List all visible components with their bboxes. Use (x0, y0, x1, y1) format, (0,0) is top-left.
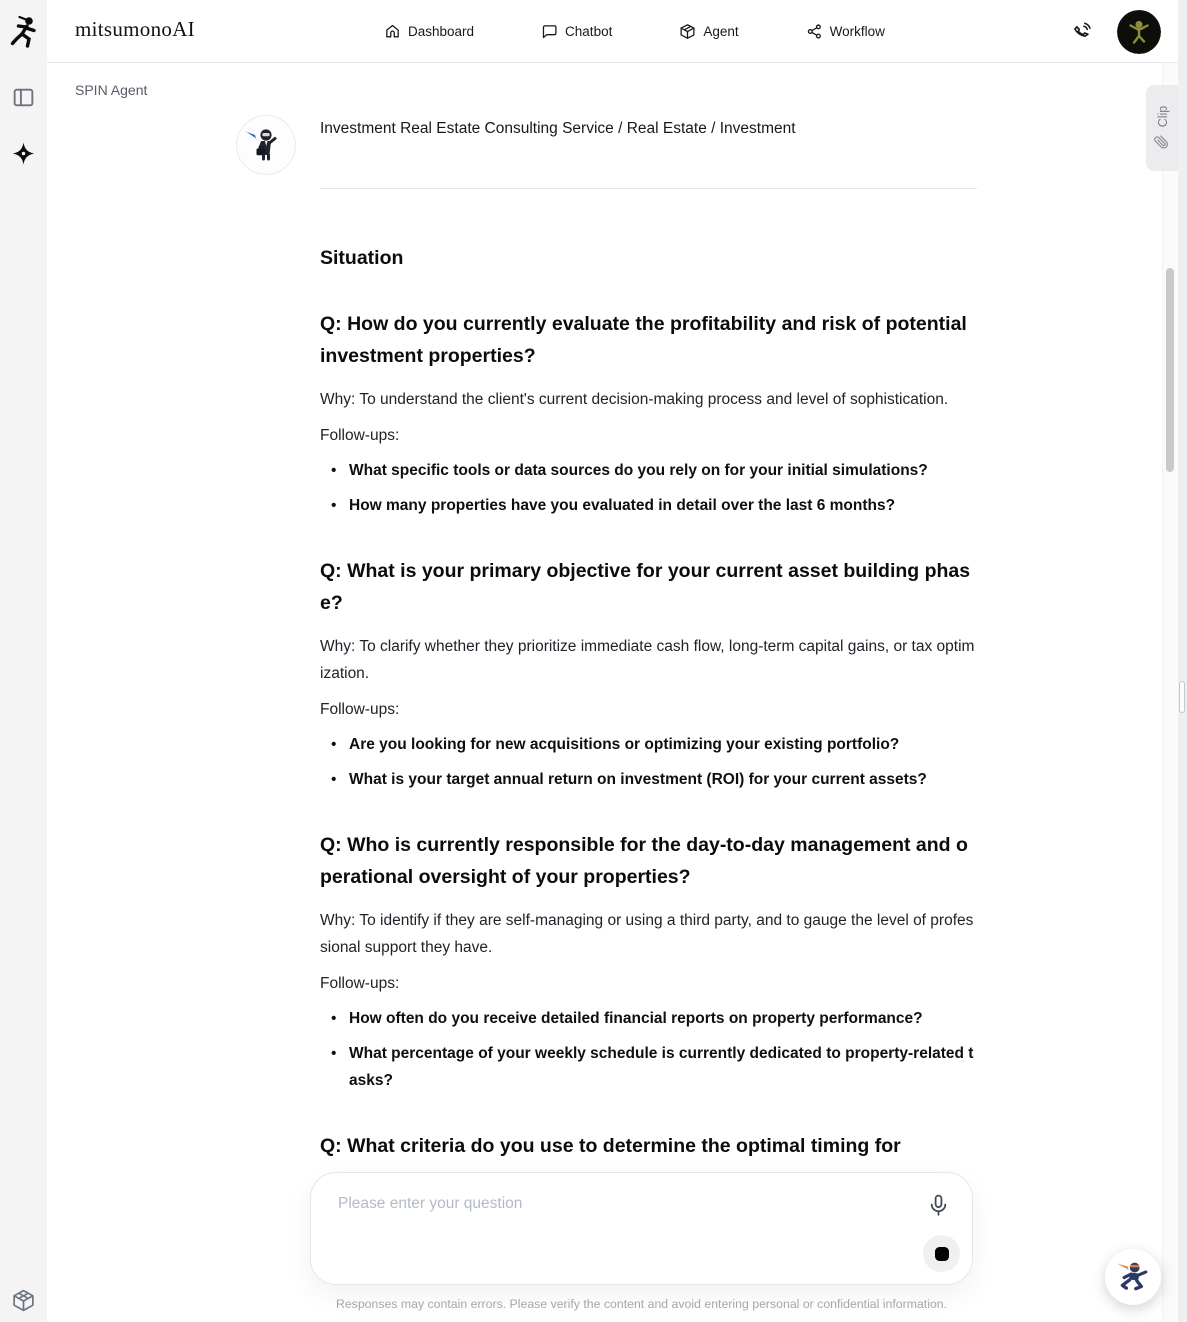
divider (320, 188, 977, 189)
followup-item: • What specific tools or data sources do you rely on for your initial simulations? (320, 457, 977, 484)
clip-tab-label: Clip (1156, 105, 1170, 128)
section-title: Situation (320, 247, 404, 269)
question-heading: Q: What is your primary objective for your current asset building phase? (320, 560, 971, 614)
main-nav (384, 0, 885, 63)
phone-call-icon[interactable] (1070, 20, 1093, 43)
nav-label: Agent (703, 24, 739, 39)
chat-scrollbar-track[interactable] (1162, 63, 1177, 1322)
question-heading: Q: How do you currently evaluate the profitability and risk of potential investment properties? (320, 313, 967, 367)
followup-list (320, 457, 977, 519)
followups-label: Follow-ups: (320, 975, 400, 992)
page-scrollbar-track[interactable] (1178, 0, 1187, 1322)
why-text: Why: To understand the client's current decision-making process and level of sophistication. (320, 391, 949, 408)
sparkle-icon[interactable] (11, 141, 36, 166)
page-scrollbar-thumb[interactable] (1179, 681, 1185, 713)
followup-list (320, 1005, 977, 1094)
followup-item: • What percentage of your weekly schedule is currently dedicated to property-related tasks? (320, 1040, 977, 1094)
nav-label: Chatbot (565, 24, 613, 39)
agent-avatar (236, 115, 296, 175)
paperclip-icon (1153, 134, 1174, 150)
user-avatar[interactable] (1117, 10, 1161, 54)
question-heading-clipped: Q: What criteria do you use to determine the optimal timing for (320, 1135, 901, 1157)
followup-item: • Are you looking for new acquisitions or optimizing your existing portfolio? (320, 731, 977, 758)
nav-item-workflow[interactable] (806, 23, 885, 40)
composer (310, 1172, 973, 1285)
followups-label: Follow-ups: (320, 701, 400, 718)
stop-button[interactable] (923, 1235, 960, 1272)
followup-item: • How often do you receive detailed financial reports on property performance? (320, 1005, 977, 1032)
question-heading: Q: Who is currently responsible for the day-to-day management and operational oversight of your properties? (320, 834, 968, 888)
nav-item-agent[interactable] (679, 23, 738, 40)
stop-square-icon (935, 1247, 949, 1261)
package-icon (679, 23, 696, 40)
ninja-runner-logo-icon[interactable] (8, 14, 40, 50)
left-sidebar (0, 0, 47, 1322)
why-text: Why: To clarify whether they prioritize immediate cash flow, long-term capital gains, or tax optimization. (320, 638, 975, 682)
sidebar-toggle-icon[interactable] (11, 85, 36, 110)
followup-item: • How many properties have you evaluated in detail over the last 6 months? (320, 492, 977, 519)
agent-page-title: SPIN Agent (75, 82, 148, 98)
disclaimer-text: Responses may contain errors. Please verify the content and avoid entering personal or confidential information. (335, 1297, 948, 1311)
clip-tab[interactable] (1146, 85, 1180, 171)
cube-3d-icon[interactable] (11, 1288, 36, 1313)
followup-list (320, 731, 977, 793)
brand-logo-text[interactable]: mitsumonoAI (75, 17, 195, 41)
share-network-icon (806, 23, 823, 40)
chat-message (320, 118, 977, 1162)
breadcrumb: Investment Real Estate Consulting Service / Real Estate / Investment (320, 120, 796, 137)
top-header (47, 0, 1187, 63)
nav-item-chatbot[interactable] (541, 23, 612, 40)
why-text: Why: To identify if they are self-managing or using a third party, and to gauge the level of professional support they have. (320, 912, 974, 956)
followup-item: • What is your target annual return on investment (ROI) for your current assets? (320, 766, 977, 793)
nav-label: Dashboard (408, 24, 475, 39)
home-icon (384, 23, 401, 40)
chat-bubble-icon (541, 23, 558, 40)
microphone-icon[interactable] (926, 1193, 952, 1219)
mascot-fab-button[interactable] (1105, 1249, 1161, 1305)
chat-scrollbar-thumb[interactable] (1166, 268, 1174, 472)
nav-item-dashboard[interactable] (384, 23, 474, 40)
nav-label: Workflow (829, 24, 885, 39)
followups-label: Follow-ups: (320, 427, 400, 444)
question-input[interactable] (338, 1195, 898, 1265)
